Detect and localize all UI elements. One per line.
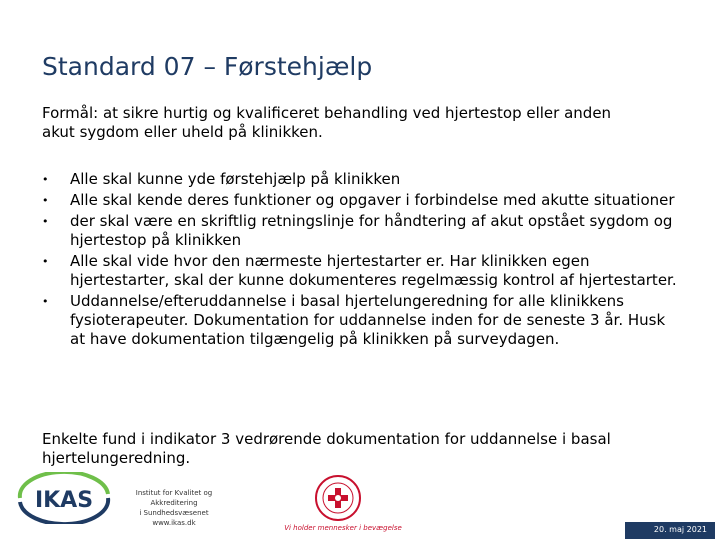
list-item-text: Uddannelse/efteruddannelse i basal hjertelungeredning for alle klinikkens fysioterapeuter. Dokumentation for uddannelse inden for de seneste 3 år. Husk at have dokumentation tilgængelig på klinikken på surveydagen. xyxy=(70,292,666,348)
list-item-text: der skal være en skriftlig retningslinje for håndtering af akut opstået sygdom og hjertestop på klinikken xyxy=(70,212,673,249)
bullet-icon: • xyxy=(42,194,49,207)
slide-title: Standard 07 – Førstehjælp xyxy=(42,52,373,81)
bullet-icon: • xyxy=(42,255,49,268)
purpose-text xyxy=(42,104,682,142)
ikas-logo xyxy=(14,472,114,524)
list-item-text: Alle skal kende deres funktioner og opgaver i forbindelse med akutte situationer xyxy=(70,191,675,209)
seal-logo xyxy=(314,474,362,522)
list-item xyxy=(42,191,682,210)
slide-date: 20. maj 2021 xyxy=(653,525,707,534)
bullet-icon: • xyxy=(42,173,49,186)
requirements-list xyxy=(42,170,682,351)
list-item xyxy=(42,170,682,189)
institute-url: www.ikas.dk xyxy=(152,519,196,527)
purpose-line-1: Formål: at sikre hurtig og kvalificeret behandling ved hjertestop eller anden xyxy=(42,104,612,122)
finding-line-1: Enkelte fund i indikator 3 vedrørende dokumentation for uddannelse i basal xyxy=(42,430,611,448)
slogan-text: Vi holder mennesker i bevægelse xyxy=(284,524,402,532)
list-item xyxy=(42,292,682,349)
finding-text xyxy=(42,430,682,468)
finding-line-2: hjertelungeredning. xyxy=(42,449,191,467)
bullet-icon: • xyxy=(42,295,49,308)
institute-subtitle: i Sundhedsvæsenet xyxy=(139,509,209,517)
list-item-text: Alle skal kunne yde førstehjælp på klinikken xyxy=(70,170,401,188)
bullet-icon: • xyxy=(42,215,49,228)
list-item xyxy=(42,252,682,290)
institute-name: Institut for Kvalitet og Akkreditering xyxy=(135,489,213,507)
institute-info xyxy=(114,488,234,528)
logo-text: IKAS xyxy=(34,488,94,513)
slide-footer xyxy=(0,470,720,540)
list-item-text: Alle skal vide hvor den nærmeste hjertestarter er. Har klinikken egen hjertestarter, skal der kunne dokumenteres regelmæssig kontrol af hjertestarter. xyxy=(70,252,677,289)
date-bar xyxy=(625,522,715,539)
purpose-line-2: akut sygdom eller uheld på klinikken. xyxy=(42,123,323,141)
list-item xyxy=(42,212,682,250)
